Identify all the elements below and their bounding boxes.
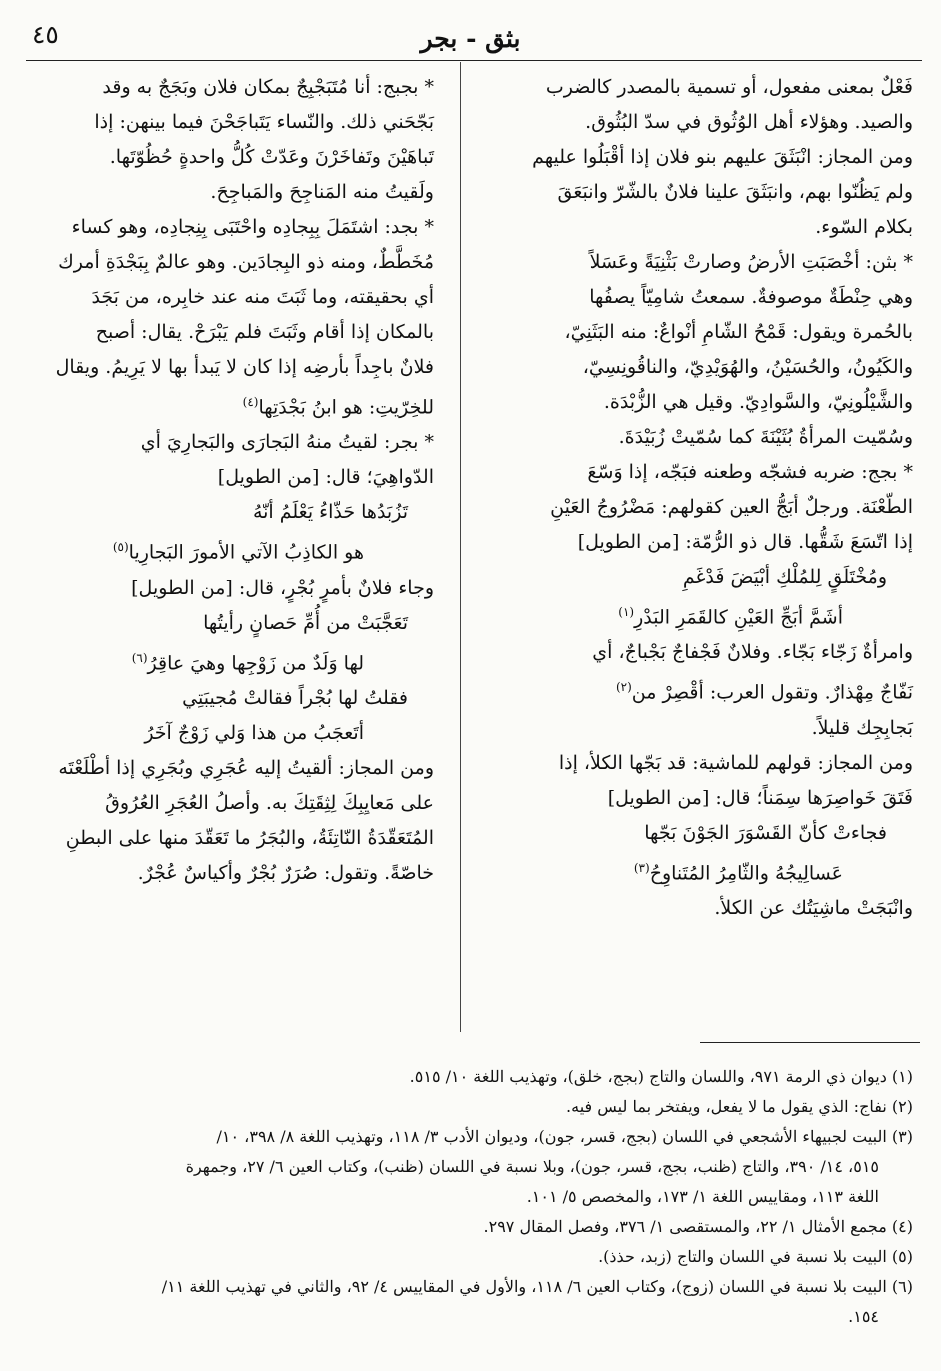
left-column — [24, 70, 434, 891]
running-head: بثق - بجر — [420, 24, 521, 53]
footnotes — [23, 1062, 913, 1332]
footnote: (٤) مجمع الأمثال ١/ ٢٢، والمستقصى ١/ ٣٧٦، وفصل المقال ٢٩٧. — [483, 1217, 913, 1236]
footnote-continuation: اللغة ١١٣، ومقاييس اللغة ١/ ١٧٣، والمخصص ٥/ ١٠١. — [526, 1187, 879, 1206]
header-rule — [26, 60, 922, 61]
text-line: تَباهَيْنَ وتَفاخَرْنَ وعَدّتْ كُلُّ واحدةٍ حُظُوّتَها. — [109, 146, 434, 168]
text-line: خاصّةً. وتقول: صُرَرٌ بُجْرٌ وأكياسٌ عُجْرٌ. — [137, 861, 434, 884]
text-line: وامرأةٌ زَجّاء بَجّاء. وفلانٌ فَجْفاجٌ بَجْباجٌ، أي — [592, 641, 913, 664]
verse-line: فجاءتْ كأنّ القَسْوَرَ الجَوْنَ بَجّها — [644, 821, 887, 844]
entry-bathn: * بثن: أخْصَبَتِ الأرضُ وصارتْ بَثْنِيَةً وعَسَلاً — [589, 251, 913, 273]
entry-bajbaj: * بجبج: أنا مُتَبَجْبِجٌ بمكان فلان وبَجَجٌ به وقد — [102, 76, 434, 98]
entry-bajr: * بجر: لقيتُ منهُ البَجارَى والبَجارِيَ أي — [140, 431, 434, 454]
verse-text: لها وَلَدٌ من زَوْجِها وهيَ عاقِرُ — [147, 651, 364, 674]
text-line: وانْبَجَتْ ماشِيَتُك عن الكلأ. — [714, 896, 913, 919]
footnote-ref: (٢) — [615, 680, 632, 695]
footnote: (٣) البيت لجبيهاء الأشجعي في اللسان (بجج، قسر، جون)، وديوان الأدب ٣/ ١١٨، وتهذيب اللغة ٨/ ٣٩٨، ١٠/ — [216, 1127, 913, 1146]
text-line: أي بحقيقته، وما ثَبَتَ منه عند خابِره، من بَجَدَ — [91, 286, 434, 308]
text-line: فَعْلٌ بمعنى مفعول، أو تسمية بالمصدر كالضرب — [545, 76, 913, 98]
footnote: (٦) البيت بلا نسبة في اللسان (زوج)، وكتاب العين ٦/ ١١٨، والأول في المقاييس ٤/ ٩٢، والثاني في تهذيب اللغة ١١/ — [161, 1277, 913, 1296]
verse-line — [509, 851, 913, 891]
verse-line: فقلتُ لها بُجْراً فقالتْ مُجيبَتِي — [182, 686, 408, 709]
entry-bajj: * بجج: ضربه فشجّه وطعنه فبَجّه، إذا وَسّعَ — [587, 461, 913, 483]
verse-line — [509, 595, 913, 635]
footnote-ref: (١) — [618, 605, 635, 619]
footnote-ref: (٤) — [242, 395, 259, 409]
footnote-ref: (٣) — [633, 860, 650, 875]
verse-line: تَعَجَّبَتْ من أُمِّ حَصانٍ رأيتُها — [203, 611, 408, 634]
text-line: مُخَطَّطٌ، ومنه ذو البِجادَين. وهو عالمٌ بِبَجْدَةِ أمرك — [58, 251, 434, 273]
text-line: ولم يَظُنّوا بهم، وانبَثَقَ علينا فلانٌ بالشّرّ وانبَعَقَ — [557, 181, 913, 203]
page-number: ٤٥ — [32, 20, 59, 49]
text-line: إذا اتّسَعَ شَقُّها. قال ذو الرُّمّة: [من الطويل] — [577, 531, 913, 553]
text-line: ومن المجاز: ألقيتُ إليه عُجَرِي وبُجَرِي إذا أطْلَعْتَه — [58, 756, 434, 779]
text-line: ومن المجاز: قولهم للماشية: قد بَجّها الكلأ، إذا — [558, 751, 913, 774]
text-line: الطّعْنَة. ورجلٌ أبَجُّ العين كقولهم: مَضْرُوجُ العَيْنِ — [550, 496, 913, 518]
footnote: (٥) البيت بلا نسبة في اللسان والتاج (زبد، حذذ). — [598, 1247, 913, 1266]
entry-bajd: * بجد: اشتَمَلَ بِبِجادِه واحْتَبَى بِنِجادِه، وهو كساء — [71, 216, 434, 238]
text-line: بَجابِجِك قليلاً. — [811, 716, 913, 739]
text-line — [509, 670, 913, 710]
footnote-ref: (٥) — [112, 540, 129, 555]
text-line: ومن المجاز: انْبَثَقَ عليهم بنو فلان إذا أقْبَلُوا عليهم — [532, 146, 913, 168]
text-line: وسُمّيت المرأةُ بُثَيْنَةَ كما سُمّيتْ زُبَيْدَةَ. — [618, 426, 913, 448]
text-line: بالمكان إذا أقام وثَبَتَ فلم يَبْرَحْ. يقال: أصبح — [95, 321, 434, 343]
verse-line: أتَعجَبُ من هذا وَلي زَوْجٌ آخَرُ — [144, 721, 364, 744]
text-line: فَتَقَ خَواصِرَها سِمَناً؛ قال: [من الطويل] — [607, 786, 913, 809]
verse-text: أشَمَّ أبَجِّ العَيْنِ كالقَمَرِ البَدْرِ — [634, 606, 843, 629]
text-line: الدّواهِيَ؛ قال: [من الطويل] — [217, 466, 434, 489]
text-line: والصيد. وهؤلاء أهل الوُثُوق في سدّ البُثُوق. — [585, 111, 913, 133]
text-line: والشَّيْلُونِيّ، والسَّوادِيّ. وقيل هي الزُّبْدَة. — [603, 391, 913, 413]
text-line: بالحُمرة ويقول: قَمْحُ الشّامِ أنْواعٌ: منه البَثَنِيّ، — [564, 321, 913, 343]
text-line: بكلام السّوء. — [815, 216, 913, 238]
verse-line — [24, 530, 434, 570]
verse-text: عَسالِيجُهُ والثّامِرُ المُتَناوِحُ — [649, 861, 843, 884]
text-line: على مَعايِبِكَ لِثِقَتِكَ به. وأصلُ العُجَرِ العُرُوقُ — [105, 791, 434, 814]
text-line: المُتَعَقّدَةُ النّاتِئَةُ، والبُجَرُ ما تَعَقّدَ منها على البطنِ — [65, 826, 434, 849]
text-line: وهي حِنْطَةٌ موصوفةٌ. سمعتُ شامِيّاً يصفُها — [589, 286, 913, 308]
text-line: والكَيُونُ، والحُسَيْنُ، والهُوَيْدِيّ، والناقُونِسِيّ، — [582, 356, 913, 378]
verse-text: هو الكاذِبُ الآتي الأمورَ البَجارِيا — [128, 541, 364, 564]
verse-line: تَزُبَدُها حَذّاءُ يَعْلَمُ أنّهُ — [252, 501, 408, 524]
right-column — [509, 70, 913, 926]
footnote-continuation: ٥١٥، ١٤/ ٣٩٠، والتاج (ظنب، بجج، قسر، جون)، وبلا نسبة في اللسان (ظنب)، وكتاب العين ٦/ ٢٧، وجمهرة — [185, 1157, 879, 1176]
text-line: فلانٌ باجِداً بأرضِه إذا كان لا يَبدأ بها لا يَرِيمُ. ويقال — [55, 356, 434, 378]
footnote: (٢) نفاج: الذي يقول ما لا يفعل، ويفتخر بما ليس فيه. — [566, 1097, 913, 1116]
footnote-ref: (٦) — [131, 650, 148, 665]
text-segment: للخِرّيتِ: هو ابنُ بَجْدَتِها — [258, 396, 434, 419]
column-divider — [460, 62, 461, 1032]
text-segment: نَفّاجٌ مِهْذارٌ. وتقول العرب: أقْصِرْ من — [631, 681, 913, 704]
verse-line: ومُخْتَلَقٍ لِلمُلْكِ أبْيَضَ فَدْغَمِ — [682, 566, 887, 588]
text-line: ولَقيتُ منه المَناجِحَ والمَباجِحَ. — [210, 181, 434, 203]
text-line: بَجّحَني ذلك. والنّساء يَتَباجَحْنَ فيما بينهن: إذا — [94, 111, 434, 133]
text-line — [24, 385, 434, 425]
text-line: وجاء فلانٌ بأمرٍ بُجْرٍ، قال: [من الطويل] — [131, 576, 434, 599]
footnote-continuation: ١٥٤. — [848, 1307, 879, 1326]
footnote-rule — [700, 1042, 920, 1043]
footnote: (١) ديوان ذي الرمة ٩٧١، واللسان والتاج (بجج، خلق)، وتهذيب اللغة ١٠/ ٥١٥. — [409, 1067, 913, 1086]
verse-line — [24, 641, 434, 681]
